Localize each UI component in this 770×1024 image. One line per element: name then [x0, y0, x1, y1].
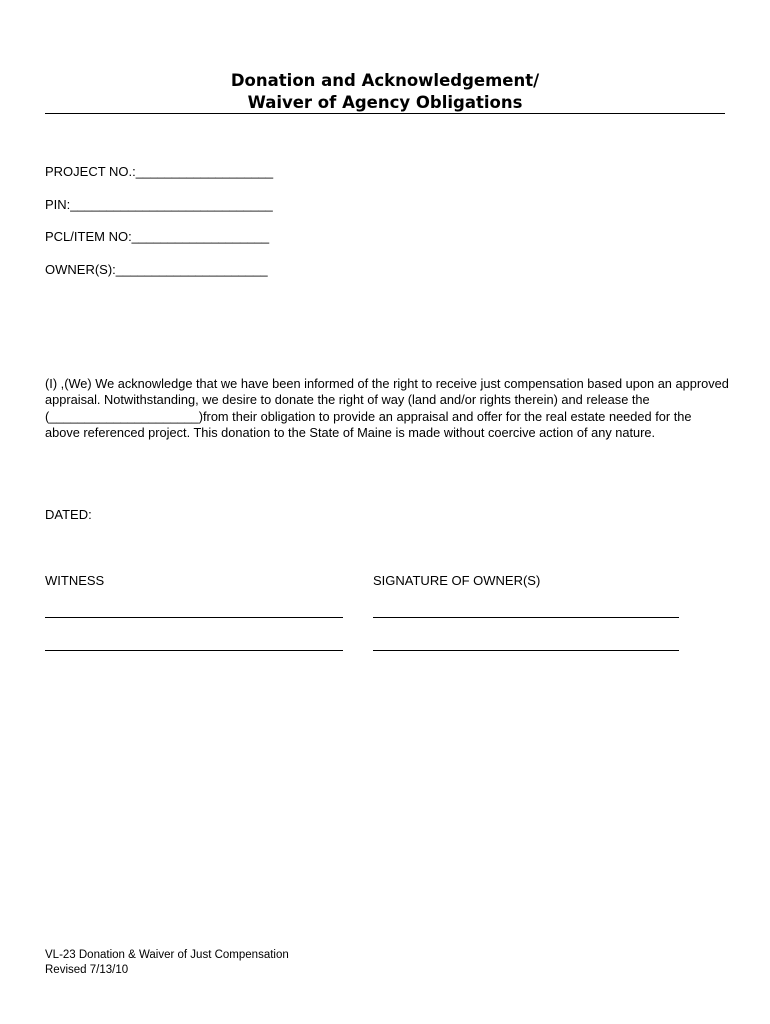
- witness-signature-line-1[interactable]: [45, 617, 343, 618]
- pcl-item-no-field[interactable]: PCL/ITEM NO:___________________: [45, 229, 270, 244]
- owner-signature-line-1[interactable]: [373, 617, 679, 618]
- owner-signature-line-2[interactable]: [373, 650, 679, 651]
- document-title: [0, 70, 770, 114]
- form-footer: [45, 948, 289, 977]
- release-party-blank[interactable]: _____________________: [49, 408, 199, 424]
- dated-label: DATED:: [45, 507, 92, 522]
- owners-field[interactable]: OWNER(S):_____________________: [45, 262, 268, 277]
- title-line-2: Waiver of Agency Obligations: [247, 93, 523, 112]
- witness-signature-line-2[interactable]: [45, 650, 343, 651]
- title-divider: [45, 113, 725, 114]
- acknowledgement-paragraph: [45, 376, 729, 442]
- paragraph-part-1: (I) ,(We) We acknowledge that we have been informed of the right to receive just compensation based upon an approved appraisal. Notwithstanding, we desire to donate the right of way (land and/or rights therein) and release the (: [45, 376, 729, 424]
- paragraph-part-2: )from their obligation to provide an appraisal and offer for the real estate needed for the above referenced project. This donation to the State of Maine is made without coercive action of any nature.: [45, 408, 692, 441]
- pin-field[interactable]: PIN:____________________________: [45, 197, 273, 212]
- project-no-field[interactable]: PROJECT NO.:___________________: [45, 164, 274, 179]
- owner-signature-label: SIGNATURE OF OWNER(S): [373, 573, 541, 588]
- form-id: VL-23 Donation & Waiver of Just Compensation: [45, 949, 289, 961]
- witness-label: WITNESS: [45, 573, 105, 588]
- title-line-1: Donation and Acknowledgement/: [230, 71, 540, 90]
- revision-date: Revised 7/13/10: [45, 963, 129, 976]
